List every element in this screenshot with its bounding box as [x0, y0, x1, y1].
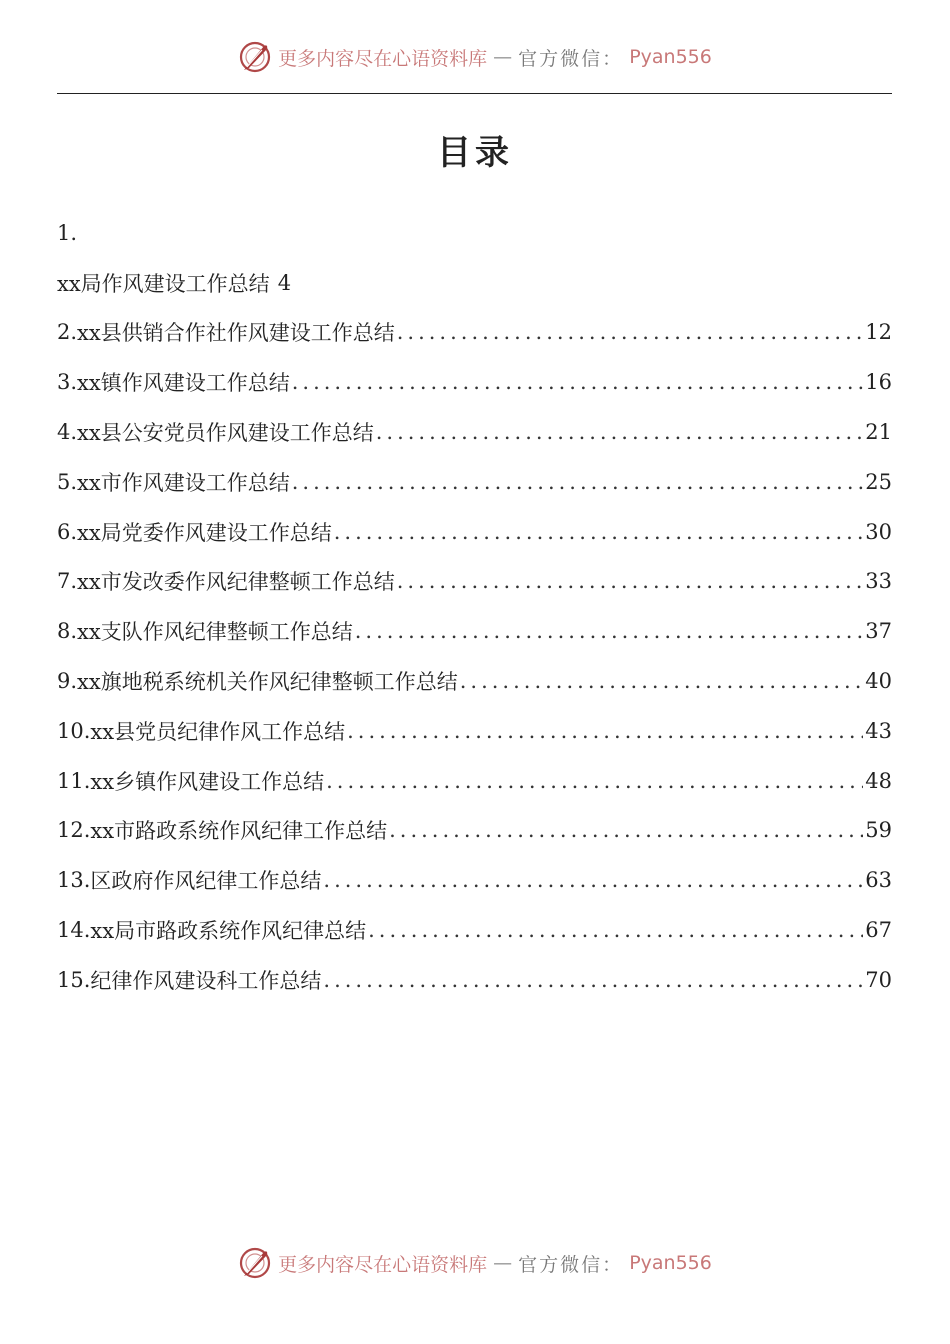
toc-entry-label: xx乡镇作风建设工作总结	[90, 769, 325, 794]
footer-separator: —	[493, 1252, 513, 1274]
toc-entry[interactable]	[57, 407, 892, 457]
toc-entry-label: xx局党委作风建设工作总结	[77, 520, 332, 545]
toc-entry-page: 43	[865, 718, 892, 743]
toc-entry-label: 区政府作风纪律工作总结	[90, 869, 322, 894]
toc-leader-dots	[355, 619, 864, 643]
toc-entry-label: xx旗地税系统机关作风纪律整顿工作总结	[77, 670, 458, 695]
toc-entry-label: xx市发改委作风纪律整顿工作总结	[77, 570, 395, 595]
toc-leader-dots	[397, 569, 864, 593]
header-handle: Pyan556	[629, 46, 712, 68]
toc-entry-page: 25	[865, 469, 892, 494]
toc-entry-page: 48	[865, 768, 892, 793]
toc-entry-page: 63	[865, 868, 892, 893]
toc-entry[interactable]	[57, 756, 892, 806]
toc-entry-number: 2.	[57, 320, 78, 345]
toc-entry-label: xx县供销合作社作风建设工作总结	[77, 321, 395, 346]
toc-entry-page: 30	[865, 519, 892, 544]
header-text: 更多内容尽在心语资料库	[278, 47, 488, 70]
toc-entry-number: 11.	[57, 768, 91, 793]
toc-entry-page: 16	[865, 370, 892, 395]
footer-banner	[0, 1246, 950, 1280]
toc-entry-number: 8.	[57, 619, 78, 644]
toc-entry[interactable]	[57, 905, 892, 955]
toc-leader-dots	[323, 868, 863, 892]
quill-logo-icon	[238, 40, 272, 74]
toc-leader-dots	[347, 719, 863, 743]
toc-entry[interactable]	[57, 357, 892, 407]
toc-entry-label: xx镇作风建设工作总结	[77, 371, 290, 396]
toc-entry-page: 59	[865, 818, 892, 843]
toc-entry[interactable]	[57, 706, 892, 756]
toc-entry-label: xx县党员纪律作风工作总结	[90, 719, 346, 744]
page-title: 目录	[437, 133, 513, 173]
toc-entry-label: xx支队作风纪律整顿工作总结	[77, 620, 353, 645]
toc-leader-dots	[292, 470, 864, 494]
toc-leader-dots	[376, 420, 864, 444]
toc-entry-number: 3.	[57, 370, 78, 395]
toc-entry-page: 37	[865, 619, 892, 644]
toc-entry-1-number-line[interactable]	[57, 208, 892, 258]
footer-handle: Pyan556	[629, 1252, 712, 1274]
toc-entry-page: 4	[277, 270, 292, 295]
toc-entry[interactable]	[57, 457, 892, 507]
toc-leader-dots	[292, 370, 864, 394]
footer-wechat-label: 官方微信：	[518, 1253, 624, 1276]
footer-text: 更多内容尽在心语资料库	[278, 1253, 488, 1276]
toc-entry-1-label-line[interactable]	[57, 258, 892, 308]
toc-leader-dots	[389, 818, 863, 842]
toc-entry-number: 1.	[57, 220, 78, 245]
toc-leader-dots	[368, 918, 863, 942]
toc-entry-label: xx市作风建设工作总结	[77, 470, 290, 495]
toc-entry-page: 40	[865, 669, 892, 694]
toc-entry-label: 纪律作风建设科工作总结	[90, 968, 322, 993]
toc-leader-dots	[460, 669, 864, 693]
toc-entry-page: 70	[865, 967, 892, 992]
toc-entry-page: 67	[865, 918, 892, 943]
toc-leader-dots	[397, 320, 864, 344]
toc-entry[interactable]	[57, 806, 892, 856]
header-wechat-label: 官方微信：	[518, 47, 624, 70]
toc-entry[interactable]	[57, 507, 892, 557]
toc-entry-number: 7.	[57, 569, 78, 594]
header-rule	[57, 93, 892, 94]
toc-entry-number: 12.	[57, 818, 91, 843]
toc-entry-number: 10.	[57, 718, 91, 743]
toc-entry-page: 21	[865, 420, 892, 445]
toc-entry-number: 5.	[57, 469, 78, 494]
toc-entry-number: 4.	[57, 420, 78, 445]
toc-entry[interactable]	[57, 557, 892, 607]
toc-entry-number: 9.	[57, 669, 78, 694]
table-of-contents	[57, 208, 892, 1005]
toc-entry-number: 13.	[57, 868, 91, 893]
toc-entry[interactable]	[57, 656, 892, 706]
toc-entry[interactable]	[57, 308, 892, 358]
toc-leader-dots	[323, 968, 863, 992]
toc-entry-label: xx县公安党员作风建设工作总结	[77, 421, 374, 446]
toc-entry-label: xx局作风建设工作总结	[57, 271, 270, 296]
toc-entry-number: 14.	[57, 918, 91, 943]
toc-leader-dots	[326, 769, 863, 793]
toc-entry-number: 6.	[57, 519, 78, 544]
header-banner	[0, 40, 950, 74]
quill-logo-icon	[238, 1246, 272, 1280]
header-separator: —	[493, 46, 513, 68]
toc-entry-number: 15.	[57, 967, 91, 992]
toc-entry-label: xx市路政系统作风纪律工作总结	[90, 819, 388, 844]
toc-leader-dots	[334, 520, 864, 544]
toc-entry[interactable]	[57, 855, 892, 905]
toc-entry-page: 33	[865, 569, 892, 594]
toc-entry-label: xx局市路政系统作风纪律总结	[90, 919, 367, 944]
toc-entry[interactable]	[57, 606, 892, 656]
toc-entry[interactable]	[57, 955, 892, 1005]
toc-entry-page: 12	[865, 320, 892, 345]
